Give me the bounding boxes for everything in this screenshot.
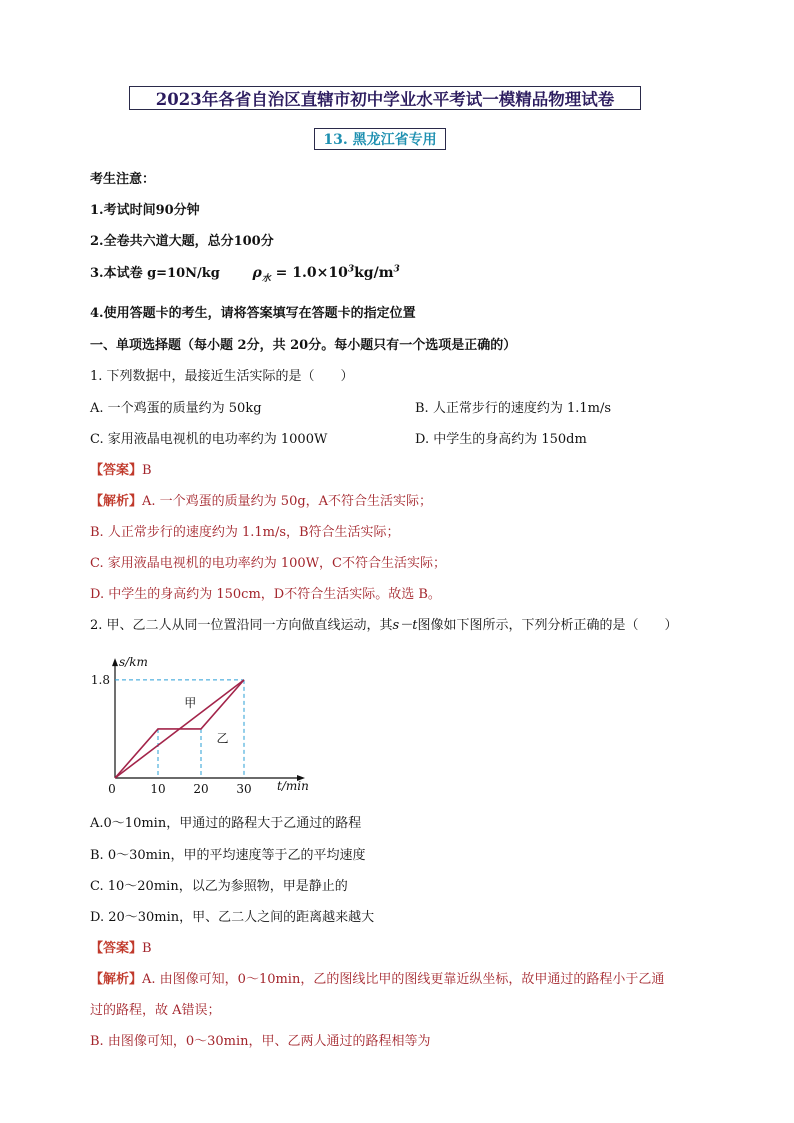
notice-item-2: 2.全卷共六道大题，总分100分 bbox=[90, 234, 274, 249]
q1-stem: 1. 下列数据中，最接近生活实际的是（ ） bbox=[90, 369, 354, 384]
q1-analysis-tag: 【解析】 bbox=[90, 494, 143, 509]
q2-answer-value: B bbox=[142, 941, 152, 956]
q1-analysis-3: C. 家用液晶电视机的电功率约为 100W，C不符合生活实际； bbox=[90, 556, 447, 571]
q1-option-a: A. 一个鸡蛋的质量约为 50kg bbox=[90, 401, 262, 416]
q2-answer bbox=[90, 937, 152, 956]
q2-stem-pre: 2. 甲、乙二人从同一位置沿同一方向做直线运动，其 bbox=[90, 618, 393, 633]
q2-analysis-tag: 【解析】 bbox=[90, 972, 143, 987]
q1-option-d: D. 中学生的身高约为 150dm bbox=[415, 432, 587, 447]
y-axis-label: s/km bbox=[119, 655, 148, 670]
rho-unit: kg/m bbox=[354, 265, 394, 281]
rho-subscript: 水 bbox=[261, 273, 271, 284]
rho-symbol: ρ bbox=[252, 265, 262, 281]
q1-analysis-2: B. 人正常步行的速度约为 1.1m/s，B符合生活实际； bbox=[90, 525, 400, 540]
series-label-yi: 乙 bbox=[216, 731, 229, 746]
water-density-formula bbox=[252, 264, 400, 284]
rho-exponent: 3 bbox=[347, 264, 355, 275]
series-label-jia: 甲 bbox=[184, 696, 197, 711]
y-tick-label-1.8: 1.8 bbox=[90, 672, 110, 687]
x-tick-label-20: 20 bbox=[193, 782, 209, 796]
exam-title: 2023年各省自治区直辖市初中学业水平考试一模精品物理试卷 bbox=[129, 86, 641, 110]
notice-item-1: 1.考试时间90分钟 bbox=[90, 203, 200, 218]
q2-analysis-1b: 过的路程，故 A错误； bbox=[90, 1003, 221, 1018]
q2-option-a: A.0～10min，甲通过的路程大于乙通过的路程 bbox=[90, 816, 362, 831]
q2-analysis-1-text: A. 由图像可知，0～10min，乙的图线比甲的图线更靠近纵坐标，故甲通过的路程小于乙通 bbox=[142, 972, 665, 987]
origin-label: 0 bbox=[108, 782, 116, 796]
q2-stem-st: s－t bbox=[392, 618, 418, 633]
y-axis-arrow bbox=[112, 658, 118, 666]
q1-answer-tag: 【答案】 bbox=[90, 463, 143, 478]
notice-heading: 考生注意： bbox=[90, 172, 156, 187]
q1-option-c: C. 家用液晶电视机的电功率约为 1000W bbox=[90, 432, 328, 447]
notice-item-3 bbox=[90, 262, 400, 284]
q1-analysis-1 bbox=[90, 490, 432, 509]
q1-answer bbox=[90, 459, 152, 478]
q2-answer-tag: 【答案】 bbox=[90, 941, 143, 956]
q2-option-d: D. 20～30min，甲、乙二人之间的距离越来越大 bbox=[90, 910, 375, 925]
q1-answer-value: B bbox=[142, 463, 152, 478]
rho-unit-exponent: 3 bbox=[393, 264, 400, 275]
q1-analysis-4: D. 中学生的身高约为 150cm，D不符合生活实际。故选 B。 bbox=[90, 587, 441, 602]
q2-option-b: B. 0～30min，甲的平均速度等于乙的平均速度 bbox=[90, 848, 366, 863]
x-tick-label-30: 30 bbox=[236, 782, 252, 796]
q2-stem bbox=[90, 614, 677, 633]
section-1-heading: 一、单项选择题（每小题 2分，共 20分。每小题只有一个选项是正确的） bbox=[90, 338, 517, 353]
q2-option-c: C. 10～20min，以乙为参照物，甲是静止的 bbox=[90, 879, 348, 894]
q1-option-b: B. 人正常步行的速度约为 1.1m/s bbox=[415, 401, 612, 416]
st-graph bbox=[88, 636, 318, 806]
exam-subtitle: 13. 黑龙江省专用 bbox=[314, 128, 446, 150]
x-tick-label-10: 10 bbox=[150, 782, 166, 796]
q2-analysis-2: B. 由图像可知，0～30min，甲、乙两人通过的路程相等为 bbox=[90, 1034, 431, 1049]
notice-item-3-text: 3.本试卷 g=10N/kg bbox=[90, 266, 220, 281]
q2-stem-post: 图像如下图所示，下列分析正确的是（ ） bbox=[417, 618, 678, 633]
q2-analysis-1 bbox=[90, 968, 664, 987]
q1-analysis-1-text: A. 一个鸡蛋的质量约为 50g，A不符合生活实际； bbox=[142, 494, 433, 509]
x-axis-label: t/min bbox=[277, 779, 309, 793]
rho-value: = 1.0×10 bbox=[270, 265, 348, 281]
notice-item-4: 4.使用答题卡的考生，请将答案填写在答题卡的指定位置 bbox=[90, 306, 416, 321]
